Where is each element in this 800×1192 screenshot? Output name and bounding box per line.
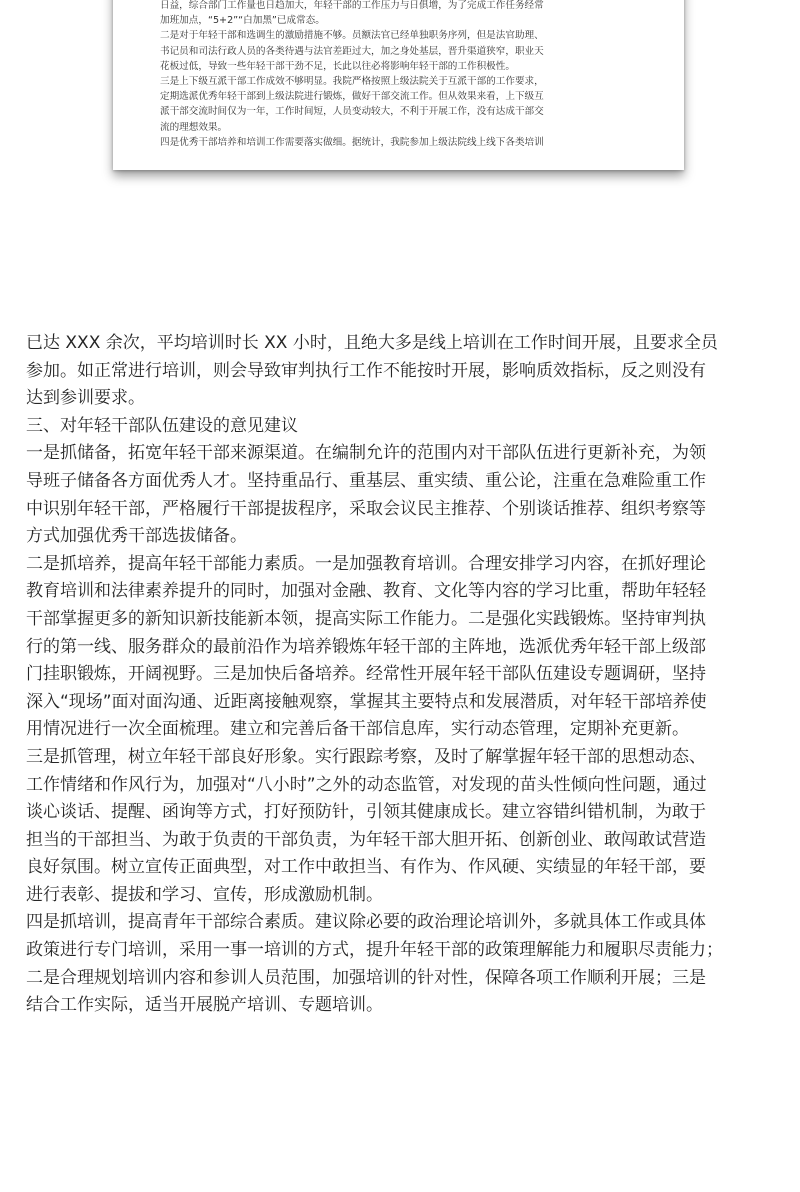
body-line: 参加。如正常进行培训，则会导致审判执行工作不能按时开展，影响质效指标，反之则没有 — [26, 360, 706, 381]
body-line: 深入“现场”面对面沟通、近距离接触观察，掌握其主要特点和发展潜质，对年轻干部培养使 — [26, 691, 707, 712]
body-line: 干部掌握更多的新知识新技能新本领，提高实际工作能力。二是强化实践锻炼。坚持审判执 — [26, 608, 706, 629]
body-line: 二是抓培养，提高年轻干部能力素质。一是加强教育培训。合理安排学习内容，在抓好理论 — [26, 553, 706, 574]
body-line: 二是合理规划培训内容和参训人员范围，加强培训的针对性，保障各项工作顺利开展；三是 — [26, 967, 706, 988]
preview-line: 花板过低，导致一些年轻干部干劲不足，长此以往必将影响年轻干部的工作积极性。 — [160, 60, 515, 72]
body-line: 已达 XXX 余次，平均培训时长 XX 小时，且绝大多是线上培训在工作时间开展，且要求全员 — [26, 333, 718, 353]
body-line: 行的第一线、服务群众的最前沿作为培养锻炼年轻干部的主阵地，选派优秀年轻干部上级部 — [26, 636, 706, 657]
preview-line: 三是上下级互派干部工作成效不够明显。我院严格按照上级法院关于互派干部的工作要求， — [160, 76, 544, 88]
body-line: 三是抓管理，树立年轻干部良好形象。实行跟踪考察，及时了解掌握年轻干部的思想动态、 — [26, 746, 706, 767]
preview-line: 日益，综合部门工作量也日趋加大，年轻干部的工作压力与日俱增，为了完成工作任务经常 — [160, 0, 544, 11]
preview-line: 加班加点，“5+2”“白加黑”已成常态。 — [160, 15, 325, 27]
preview-text-block — [160, 0, 655, 150]
body-line: 用情况进行一次全面梳理。建立和完善后备干部信息库，实行动态管理，定期补充更新。 — [26, 719, 689, 740]
preview-line: 四是优秀干部培养和培训工作需要落实做细。据统计，我院参加上级法院线上线下各类培训 — [160, 136, 544, 148]
preview-line: 二是对于年轻干部和选调生的激励措施不够。员额法官已经单独职务序列，但是法官助理、 — [160, 30, 544, 42]
preview-line: 派干部交流时间仅为一年，工作时间短，人员变动较大，不利于开展工作，没有达成干部交 — [160, 106, 544, 118]
body-line: 良好氛围。树立宣传正面典型，对工作中敢担当、有作为、作风硬、实绩显的年轻干部，要 — [26, 857, 706, 878]
document-body — [26, 330, 778, 1020]
body-line: 政策进行专门培训，采用一事一培训的方式，提升年轻干部的政策理解能力和履职尽责能力； — [26, 940, 723, 961]
preview-line: 书记员和司法行政人员的各类待遇与法官差距过大，加之身处基层，晋升渠道狭窄，职业天 — [160, 45, 544, 57]
document-preview-card — [113, 0, 684, 170]
preview-line: 流的理想效果。 — [160, 121, 228, 133]
body-line: 谈心谈话、提醒、函询等方式，打好预防针，引领其健康成长。建立容错纠错机制，为敢于 — [26, 802, 706, 823]
body-line: 担当的干部担当、为敢于负责的干部负责，为年轻干部大胆开拓、创新创业、敢闯敢试营造 — [26, 829, 706, 850]
body-line: 教育培训和法律素养提升的同时，加强对金融、教育、文化等内容的学习比重，帮助年轻轻 — [26, 581, 706, 602]
body-line: 达到参训要求。 — [26, 388, 145, 409]
body-line: 导班子储备各方面优秀人才。坚持重品行、重基层、重实绩、重公论，注重在急难险重工作 — [26, 470, 706, 491]
body-line: 方式加强优秀干部选拔储备。 — [26, 526, 247, 547]
body-line: 工作情绪和作风行为，加强对“八小时”之外的动态监管，对发现的苗头性倾向性问题，通过 — [26, 774, 707, 795]
body-line: 进行表彰、提拔和学习、宣传，形成激励机制。 — [26, 884, 383, 905]
body-line: 四是抓培训，提高青年干部综合素质。建议除必要的政治理论培训外，多就具体工作或具体 — [26, 912, 706, 933]
preview-line: 定期选派优秀年轻干部到上级法院进行锻炼，做好干部交流工作。但从效果来看，上下级互 — [160, 91, 544, 103]
body-line: 门挂职锻炼，开阔视野。三是加快后备培养。经常性开展年轻干部队伍建设专题调研，坚持 — [26, 664, 706, 685]
body-line: 结合工作实际，适当开展脱产培训、专题培训。 — [26, 995, 383, 1016]
section-heading: 三、对年轻干部队伍建设的意见建议 — [26, 415, 298, 436]
body-line: 一是抓储备，拓宽年轻干部来源渠道。在编制允许的范围内对干部队伍进行更新补充，为领 — [26, 443, 706, 464]
body-line: 中识别年轻干部，严格履行干部提拔程序，采取会议民主推荐、个别谈话推荐、组织考察等 — [26, 498, 706, 519]
